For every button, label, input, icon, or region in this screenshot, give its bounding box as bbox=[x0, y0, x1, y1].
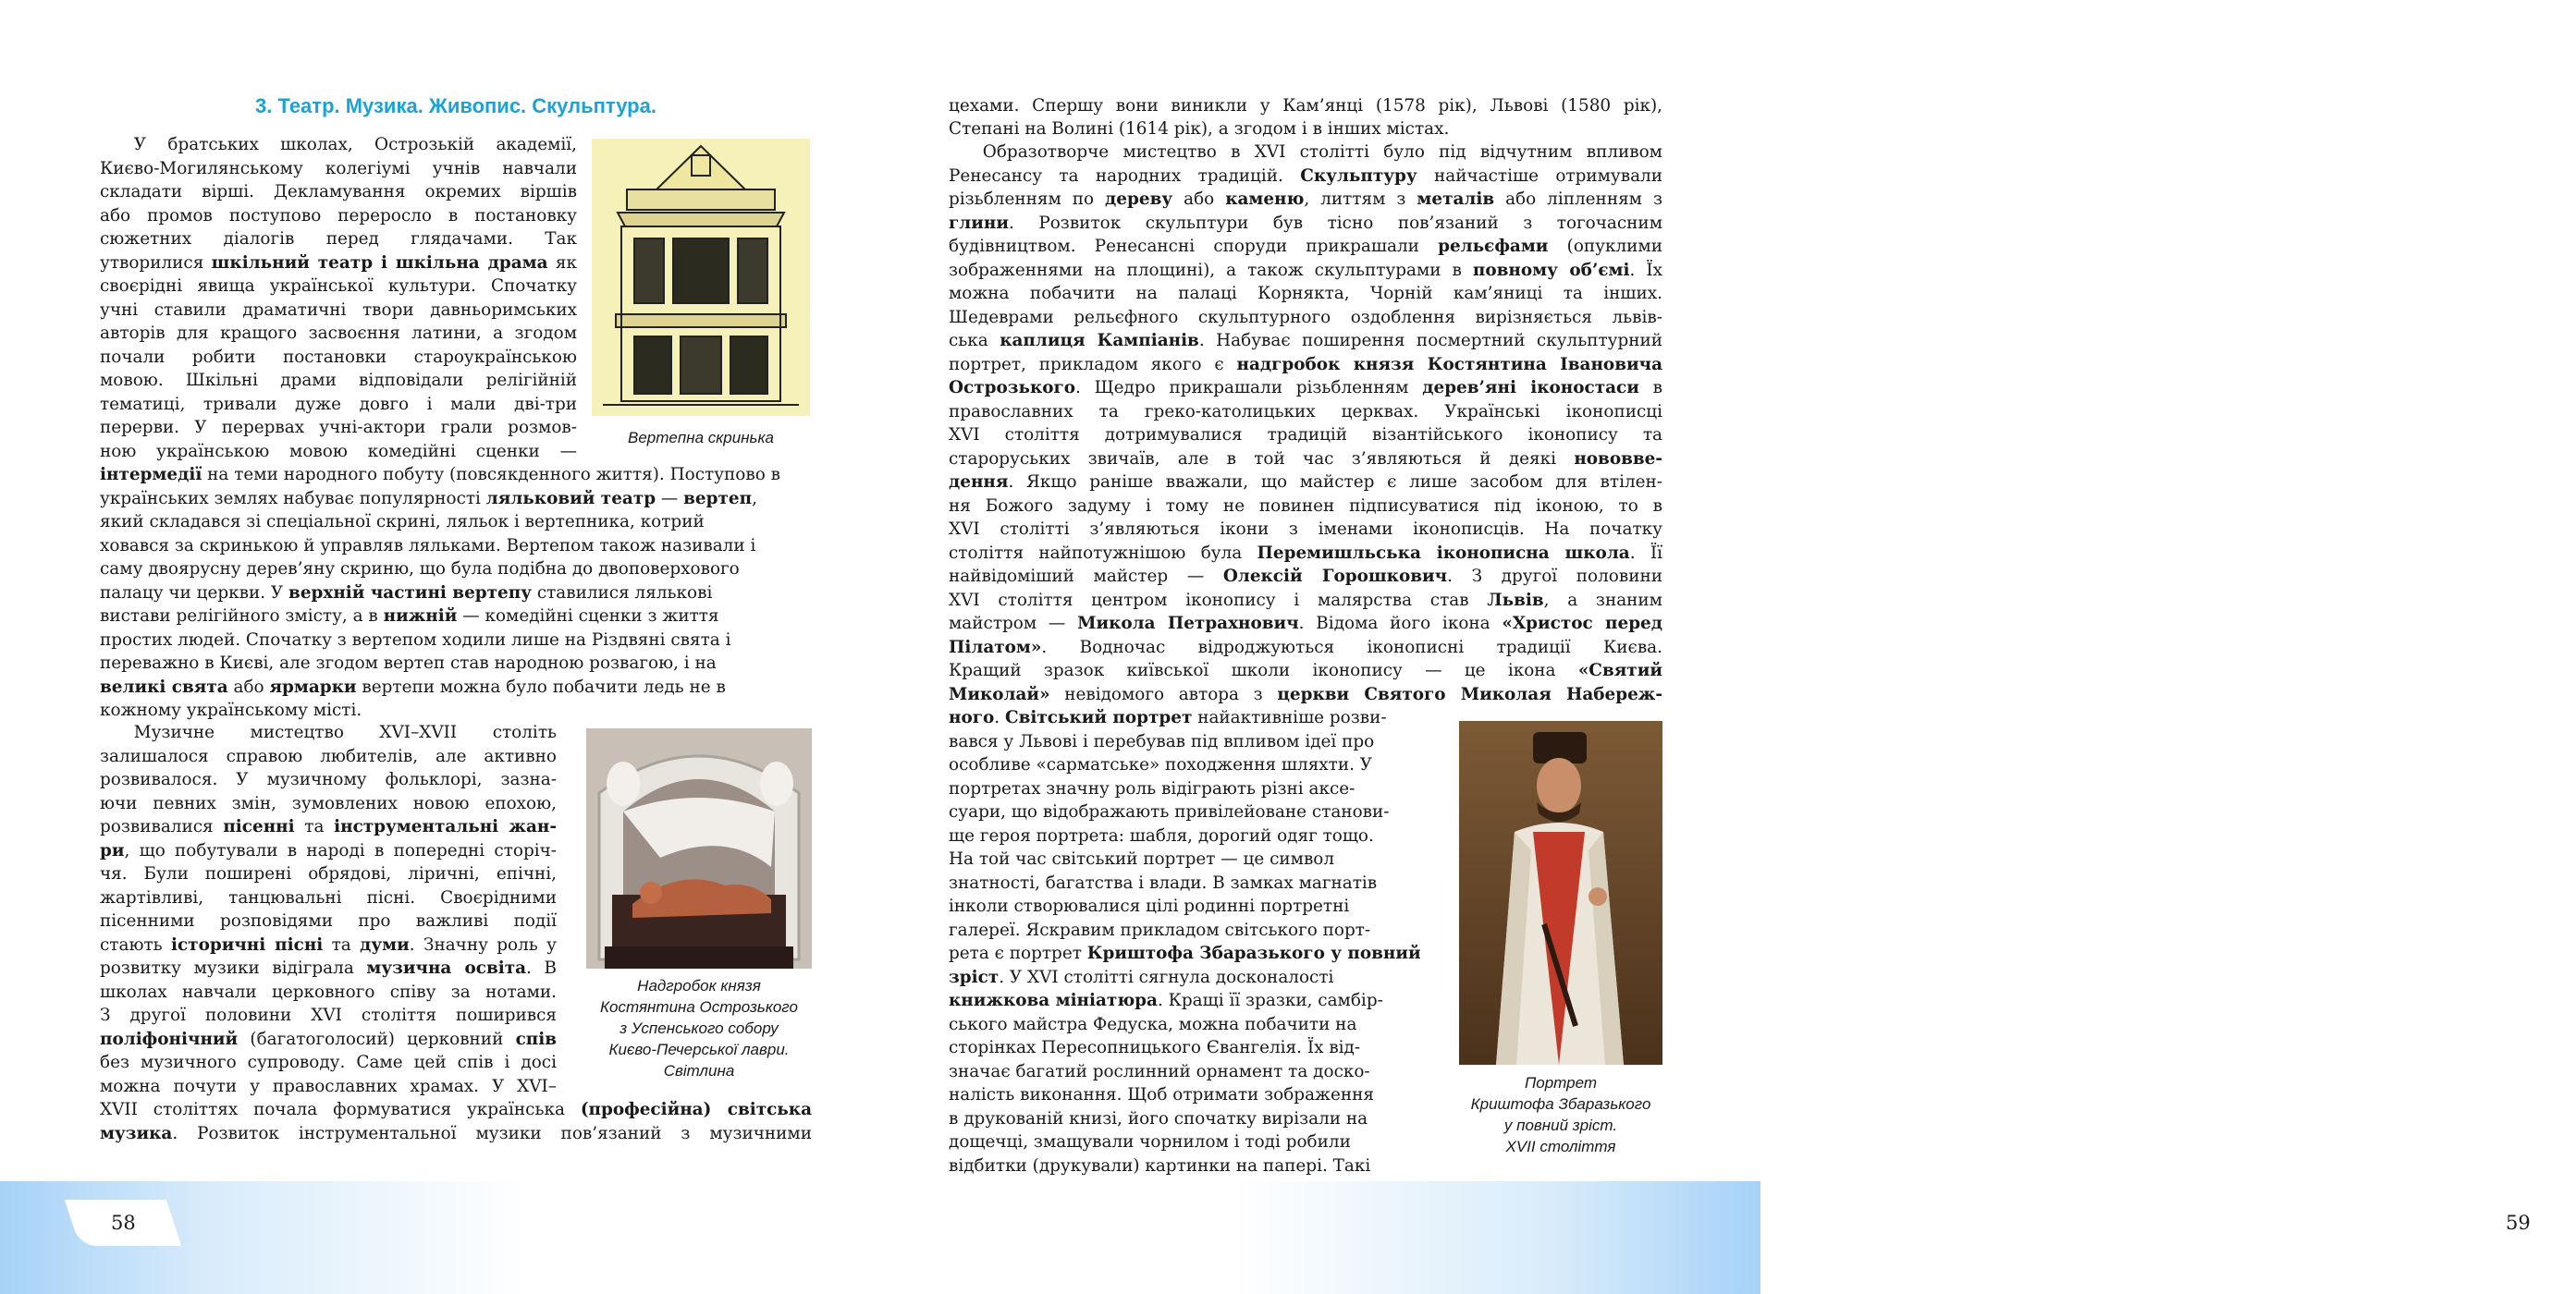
caption-line: Костянтина Острозького bbox=[600, 998, 798, 1016]
paragraph: Образотворче мистецтво в XVI столітті було під відчутним впливом Ренесансу та народних традицій. Скульптуру найчастіше отримували різьбленням по дереву або каменю, литтям з металів або ліпленням з глини. Розвиток скульптури був тісно пов’язаний з тогочасним будівництвом. Ренесансні споруди прикрашали рельєфами (опуклими зображеннями на площині), а також скульптурами в повному об’ємі. Їх можна побачити на палаці Корнякта, Чорній кам’яниці та інших. Шедеврами рельєфного скульптурного оздоблення вирізняється львів- ська каплиця Кампіанів. Набуває поширення посмертний скульптурний портрет, прикладом якого є надгробок князя Костянтина Івановича Острозького. Щедро прикрашали різьбленням дерев’яні іконостаси в православних та греко-католицьких церквах. Українські іконописці XVI століття дотримувалися традицій візантійського іконопису та староруських звичаїв, але в той час з’являються й деякі нововве- дення. Якщо раніше вважали, що майстер є лише засобом для втілен- ня Божого задуму і тому не повинен підписуватися під іконою, то в XVI столітті з’являються ікони з іменами іконописців. На початку століття найпотужнішою була Перемишльська іконописна школа. Її найвідоміший майстер — Олексій Горошкович. З другої половини XVI століття центром іконопису і малярства став Львів, а знаним майстром — Микола Петрахнович. Відома його ікона «Христос перед Пілатом». Водночас відроджуються іконописні традиції Києва. Кращий зразок київської школи іконопису — це ікона «Святий Миколай» невідомого автора з церкви Святого Миколая Набереж- bbox=[949, 142, 1663, 704]
paragraph: ного. Світський портрет найактивніше розви- вався у Львові і перебував під впливом ідеї про особливе «сарматське» походження шляхти. У портретах значну роль відіграють різні аксе- суари, що відображають привілейоване станови- ще героя портрета: шабля, дорогий одяг тощо. На той час світський портрет — це символ знатності, багатства і влади. В замках магнатів інколи створювалися цілі родинні портретні галереї. Яскравим прикладом світського порт- рета є портрет Криштофа Збаразького у повний зріст. У XVI столітті сягнула досконалості книжкова мініатюра. Кращі її зразки, самбір- ського майстра Федуска, можна побачити на сторінках Пересопницького Євангелія. Їх від- значає багатий рослинний орнамент та доско- налість виконання. Щоб отримати зображення в друкованій книзі, його спочатку вирізали на дощечці, змащували чорнилом і тоді робили відбитки (друкували) картинки на папері. Такі bbox=[949, 708, 1421, 1176]
zbarazky-caption bbox=[1450, 1072, 1672, 1157]
left-page bbox=[0, 0, 880, 1294]
section-title: 3. Театр. Музика. Живопис. Скульптура. bbox=[255, 94, 656, 117]
caption-line: у повний зріст. bbox=[1503, 1117, 1618, 1134]
zbarazky-portrait bbox=[1459, 721, 1662, 1065]
caption-line: Надгробок князя bbox=[637, 977, 761, 995]
vertep-box-caption bbox=[592, 427, 810, 448]
paragraph: Степані на Волині (1614 рік), а згодом і в інших містах. bbox=[949, 119, 1450, 139]
paragraph: У братських школах, Острозькій академії, Києво-Могилянському колегіумі учнів навчали складати вірші. Декламування окремих віршів або промов поступово переросло в постановку сюжетних діалогів перед глядачами. Так утворилися шкільний театр і шкільна драма як своєрідні явища української культури. Спочатку учні ставили драматичні твори давньоримських авторів для кращого засвоєння латини, а згодом почали робити постановки староукраїнською мовою. Шкільні драми відповідали релігійній тематиці, тривали дуже довго і мали дві-три перерви. У перервах учні-актори грали розмов- ною українською мовою комедійні сценки — bbox=[100, 135, 577, 461]
zbarazky-portrait-drawing bbox=[1459, 721, 1662, 1065]
tomb-photo-drawing bbox=[586, 728, 812, 969]
paragraph: інтермедії на теми народного побуту (повсякденного життя). Поступово в українських землях набуває популярності ляльковий театр — вертеп, який складався зі спеціальної скрині, ляльок і вертепника, котрий ховався за скринькою й управляв ляльками. Вертепом також називали і саму двоярусну дерев’яну скриню, що була подібна до двоповерхового палацу чи церкви. У верхній частині вертепу ставилися лялькові вистави релігійного змісту, а в нижній — комедійні сценки з життя простих людей. Спочатку з вертепом ходили лише на Різдвяні свята і переважно в Києві, але згодом вертеп став народною розвагою, і на великі свята або ярмарки вертепи можна було побачити ледь не в кожному українському місті. bbox=[100, 465, 780, 720]
page-number-text: 59 bbox=[2505, 1212, 2531, 1234]
page-number-right bbox=[2459, 1200, 2576, 1246]
vertep-box-image bbox=[592, 139, 810, 416]
paragraml: XVII століттях почала формуватися українська (професійна) світська музика. Розвиток інструментальної музики пов’язаний з музичними bbox=[100, 1100, 812, 1143]
caption-line: XVII століття bbox=[1505, 1138, 1616, 1155]
paragraph: цехами. Спершу вони виникли у Кам’янці (1578 рік), Львові (1580 рік), bbox=[949, 96, 1662, 116]
tomb-caption bbox=[581, 975, 817, 1081]
page-number-text: 58 bbox=[110, 1212, 136, 1234]
caption-line: Вертепна скринька bbox=[628, 429, 774, 446]
caption-line: Криштофа Збаразького bbox=[1470, 1095, 1651, 1113]
caption-line: Портрет bbox=[1524, 1074, 1598, 1092]
right-page bbox=[880, 0, 2531, 1294]
paragraph: Музичне мистецтво XVI–XVII століть залишалося справою любителів, але активно розвивалося. У музичному фольклорі, зазна- ючи певних змін, зумовлених новою епохою, розвивалися пісенні та інструментальні жан- ри, що побутували в народі в попередні сторіч- чя. Були поширені обрядові, ліричні, епічні, жартівливі, танцювальні пісні. Своєрідними пісенними розповідями про важливі події стають історичні пісні та думи. Значну роль у розвитку музики відіграла музична освіта. В школах навчали церковного співу за нотами. З другої половини XVI століття поширився поліфонічний (багатоголосий) церковний спів без музичного супроводу. Саме цей спів і досі можна почути у православних храмах. У XVI– bbox=[100, 723, 558, 1096]
page-number-left bbox=[65, 1200, 181, 1246]
caption-line: Світлина bbox=[663, 1062, 735, 1080]
caption-line: з Успенського собору bbox=[619, 1019, 779, 1037]
vertep-box-drawing bbox=[592, 139, 810, 416]
caption-line: Києво-Печерської лаври. bbox=[608, 1041, 790, 1058]
tomb-photo bbox=[586, 728, 812, 969]
